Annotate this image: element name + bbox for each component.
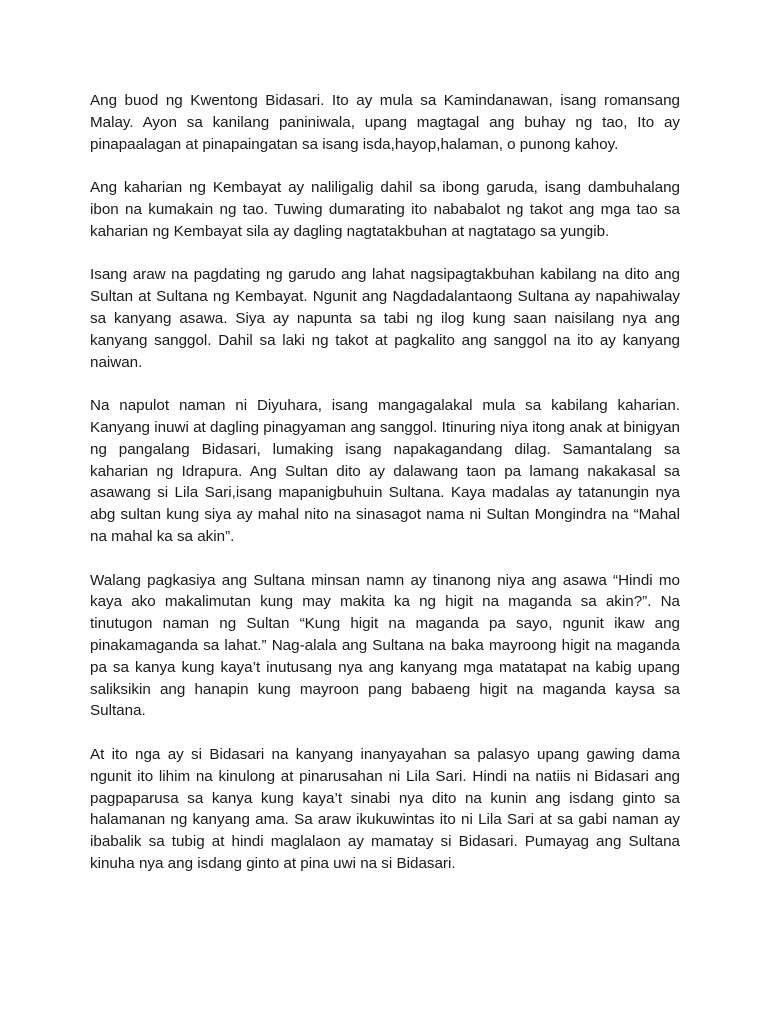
paragraph-2: Ang kaharian ng Kembayat ay naliligalig dahil sa ibong garuda, isang dambuhalang ibon na kumakain ng tao. Tuwing dumarating ito nababalot ng takot ang mga tao sa kaharian ng Kembayat sila ay dagling nagtatakbuhan at nagtatago sa yungib. [90,179,680,240]
paragraph-1: Ang buod ng Kwentong Bidasari. Ito ay mula sa Kamindanawan, isang romansang Malay. Ayon sa kanilang paniniwala, upang magtagal ang buhay ng tao, Ito ay pinapaalagan at pinapaingatan sa isang isda,hayop,halaman, o punong kahoy. [90,92,680,153]
paragraph-4: Na napulot naman ni Diyuhara, isang mangagalakal mula sa kabilang kaharian. Kanyang inuwi at dagling pinagyaman ang sanggol. Itinuring niya itong anak at binigyan ng pangalang Bidasari, lumaking isang napakagandang dilag. Samantalang sa kaharian ng Idrapura. Ang Sultan dito ay dalawang taon pa lamang nakakasal sa asawang si Lila Sari,isang mapanigbuhuin Sultana. Kaya madalas ay tatanungin nya abg sultan kung siya ay mahal nito na sinasagot nama ni Sultan Mongindra na “Mahal na mahal ka sa akin”. [90,397,680,545]
paragraph-5: Walang pagkasiya ang Sultana minsan namn ay tinanong niya ang asawa “Hindi mo kaya ako makalimutan kung may makita ka ng higit na maganda sa akin?”. Na tinutugon naman ng Sultan “Kung higit na maganda pa sayo, ngunit ikaw ang pinakamaganda sa lahat.” Nag-alala ang Sultana na baka mayroong higit na maganda pa sa kanya kung kaya’t inutusang nya ang kanyang mga matatapat na kabig upang saliksikin ang hanapin kung mayroon pang babaeng higit na maganda kaysa sa Sultana. [90,571,680,720]
paragraph-3: Isang araw na pagdating ng garudo ang lahat nagsipagtakbuhan kabilang na dito ang Sultan at Sultana ng Kembayat. Ngunit ang Nagdadalantaong Sultana ay napahiwalay sa kanyang asawa. Siya ay napunta sa tabi ng ilog kung saan naisilang nya ang kanyang sanggol. Dahil sa laki ng takot at pagkalito ang sanggol na ito ay kanyang naiwan. [90,266,680,371]
paragraph-6: At ito nga ay si Bidasari na kanyang inanyayahan sa palasyo upang gawing dama ngunit ito lihim na kinulong at pinarusahan ni Lila Sari. Hindi na natiis ni Bidasari ang pagpaparusa sa kanya kung kaya’t sinabi nya dito na kunin ang isdang ginto sa halamanan ng kanyang ama. Sa araw ikukuwintas ito ni Lila Sari at sa gabi naman ay ibabalik sa tubig at hindi maglalaon ay mamatay si Bidasari. Pumayag ang Sultana kinuha nya ang isdang ginto at pina uwi na si Bidasari. [90,745,680,872]
document-page [90,90,680,896]
